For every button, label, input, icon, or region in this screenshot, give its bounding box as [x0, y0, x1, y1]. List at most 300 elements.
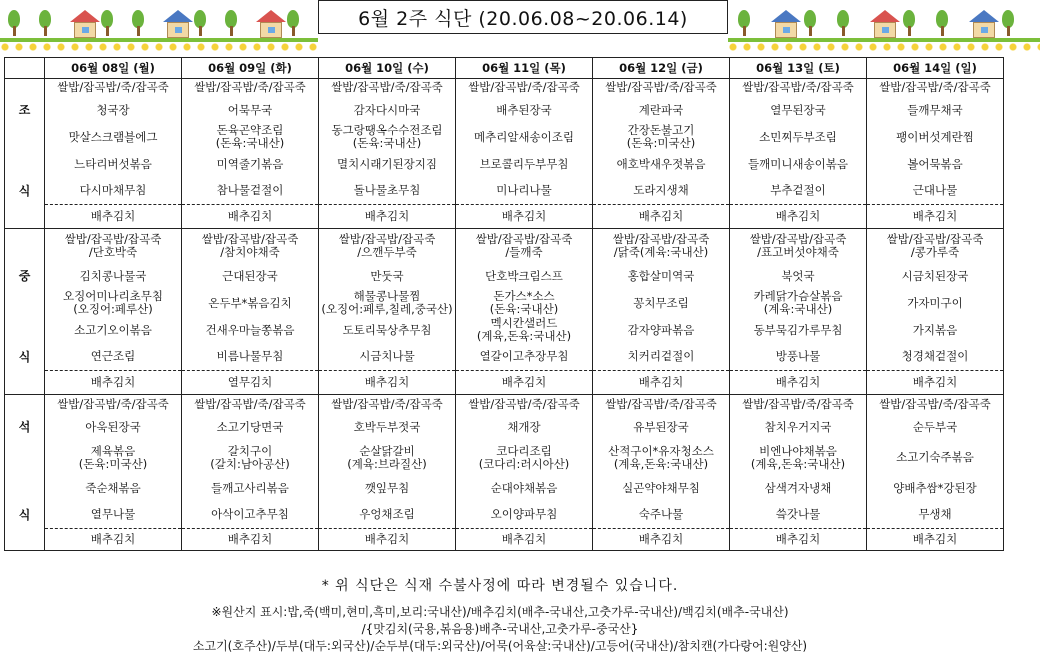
menu-item: 카레닭가슴살볶음 (계육:국내산) — [753, 289, 843, 316]
menu-cell — [730, 290, 867, 317]
menu-item: 멕시칸샐러드 (계육,돈육:국내산) — [476, 316, 572, 343]
menu-cell — [182, 97, 319, 124]
menu-cell — [867, 205, 1004, 229]
tree-icon — [101, 10, 113, 36]
menu-item: 배추된장국 — [496, 102, 552, 117]
menu-item: 배추김치 — [912, 375, 958, 389]
menu-item: 시금치나물 — [359, 349, 415, 364]
menu-cell — [182, 502, 319, 529]
meal-label: 석 — [5, 414, 45, 441]
menu-cell — [45, 151, 182, 178]
menu-item: 배추김치 — [364, 209, 410, 223]
origin-note-1: ※원산지 표시:밥,죽(백미,현미,흑미,보리:국내산)/배추김치(배추-국내산,고춧가루-국내산)/백김치(배추-국내산) — [211, 605, 789, 619]
menu-item: 맛살스크램블에그 — [68, 129, 158, 144]
menu-row — [5, 441, 1004, 475]
menu-item: 계란파국 — [638, 102, 684, 117]
day-header: 06월 10일 (수) — [319, 58, 456, 79]
menu-item: 배추김치 — [638, 375, 684, 389]
menu-row — [5, 395, 1004, 414]
menu-cell — [593, 529, 730, 551]
menu-item: 부추겉절이 — [770, 183, 826, 198]
menu-cell — [730, 229, 867, 263]
menu-item: 무생채 — [918, 507, 952, 522]
menu-item: 비엔나야채볶음 (계육,돈육:국내산) — [750, 443, 846, 471]
house-icon — [70, 10, 100, 38]
menu-cell — [867, 290, 1004, 317]
menu-cell — [730, 263, 867, 290]
menu-cell — [319, 263, 456, 290]
menu-cell — [456, 395, 593, 414]
menu-item: 쌀밥/잡곡밥/죽/잡곡죽 — [57, 80, 169, 95]
menu-cell — [593, 475, 730, 502]
menu-item: 돈가스*소스 (돈육:국내산) — [489, 289, 559, 316]
menu-cell — [593, 371, 730, 395]
house-icon — [870, 10, 900, 38]
menu-item: 우엉채조림 — [359, 507, 415, 522]
page-title: 6월 2주 식단 (20.06.08~20.06.14) — [318, 0, 728, 34]
menu-cell — [867, 502, 1004, 529]
menu-item: 배추김치 — [501, 532, 547, 546]
menu-item: 쌀밥/잡곡밥/죽/잡곡죽 — [194, 80, 306, 95]
menu-item: 채개장 — [507, 419, 541, 434]
menu-cell — [593, 414, 730, 441]
menu-item: 쌀밥/잡곡밥/죽/잡곡죽 — [742, 80, 854, 95]
menu-item: 가자미구이 — [907, 295, 963, 310]
day-header-row — [5, 58, 1004, 79]
menu-cell — [45, 414, 182, 441]
menu-item: 참나물겉절이 — [216, 183, 284, 198]
menu-cell — [730, 441, 867, 475]
menu-cell — [182, 124, 319, 151]
menu-item: 온두부*볶음김치 — [208, 295, 292, 310]
menu-item: 산적구이*유자청소스 (계육,돈육:국내산) — [608, 443, 714, 471]
tree-icon — [804, 10, 816, 36]
menu-item: 어묵무국 — [227, 102, 273, 117]
menu-item: 양배추쌈*강된장 — [893, 480, 977, 495]
tree-icon — [1002, 10, 1014, 36]
menu-item: 아욱된장국 — [85, 419, 141, 434]
menu-item: 쌀밥/잡곡밥/죽/잡곡죽 — [742, 396, 854, 411]
tree-icon — [8, 10, 20, 36]
menu-item: 북엇국 — [781, 268, 815, 283]
menu-item: 제육볶음 (돈육:미국산) — [78, 443, 148, 471]
menu-item: 청국장 — [96, 102, 130, 117]
menu-item: 열갈이고추장무침 — [479, 349, 569, 364]
menu-item: 들깨미니새송이볶음 — [748, 156, 848, 171]
meal-label-spacer — [5, 290, 45, 317]
menu-cell — [319, 395, 456, 414]
menu-row — [5, 317, 1004, 344]
menu-cell — [319, 205, 456, 229]
menu-cell — [319, 151, 456, 178]
day-header: 06월 08일 (월) — [45, 58, 182, 79]
menu-cell — [593, 317, 730, 344]
meal-label: 중 — [5, 263, 45, 290]
menu-cell — [182, 414, 319, 441]
menu-cell — [867, 475, 1004, 502]
meal-label-spacer — [5, 441, 45, 475]
menu-cell — [45, 124, 182, 151]
house-icon — [256, 10, 286, 38]
menu-item: 해물콩나물찜 (오징어:페루,칠레,중국산) — [321, 289, 453, 316]
menu-item: 호박두부젓국 — [353, 419, 421, 434]
menu-cell — [45, 263, 182, 290]
house-icon — [969, 10, 999, 38]
menu-item: 순살닭갈비 (계육:브라질산) — [347, 443, 427, 471]
menu-cell — [319, 414, 456, 441]
menu-cell — [730, 502, 867, 529]
menu-cell — [319, 97, 456, 124]
menu-item: 배추김치 — [775, 375, 821, 389]
menu-row — [5, 414, 1004, 441]
menu-item: 배추김치 — [912, 532, 958, 546]
meal-label-spacer — [5, 124, 45, 151]
menu-cell — [730, 124, 867, 151]
header-decoration-right — [728, 0, 1040, 52]
menu-cell — [456, 475, 593, 502]
menu-cell — [456, 371, 593, 395]
weekly-menu-table — [4, 57, 1004, 551]
menu-item: 메추리알새송이조림 — [474, 129, 574, 144]
menu-item: 홍합살미역국 — [627, 268, 695, 283]
menu-cell — [867, 263, 1004, 290]
menu-item: 쌀밥/잡곡밥/죽/잡곡죽 — [468, 396, 580, 411]
menu-item: 연근조림 — [90, 349, 136, 364]
menu-cell — [45, 97, 182, 124]
meal-label-spacer — [5, 317, 45, 344]
menu-cell — [45, 344, 182, 371]
menu-item: 김치콩나물국 — [79, 268, 147, 283]
menu-item: 쌀밥/잡곡밥/잡곡죽 /콩가루죽 — [886, 231, 984, 259]
menu-item: 배추김치 — [90, 209, 136, 223]
menu-item: 참치우거지국 — [764, 419, 832, 434]
menu-item: 느타리버섯볶음 — [74, 156, 152, 171]
menu-item: 미역줄기볶음 — [216, 156, 284, 171]
menu-cell — [593, 290, 730, 317]
day-header: 06월 11일 (목) — [456, 58, 593, 79]
menu-cell — [456, 344, 593, 371]
menu-cell — [730, 317, 867, 344]
menu-item: 쌀밥/잡곡밥/잡곡죽 /단호박죽 — [64, 231, 162, 259]
menu-cell — [593, 205, 730, 229]
tree-icon — [936, 10, 948, 36]
menu-cell — [867, 529, 1004, 551]
menu-cell — [730, 79, 867, 97]
menu-item: 쌀밥/잡곡밥/죽/잡곡죽 — [468, 80, 580, 95]
menu-row — [5, 178, 1004, 205]
flower-border — [728, 42, 1040, 52]
menu-cell — [182, 317, 319, 344]
menu-item: 만둣국 — [370, 268, 404, 283]
menu-cell — [182, 371, 319, 395]
menu-cell — [456, 317, 593, 344]
day-header: 06월 13일 (토) — [730, 58, 867, 79]
menu-item: 쌀밥/잡곡밥/잡곡죽 /표고버섯야채죽 — [749, 231, 847, 259]
menu-cell — [45, 441, 182, 475]
menu-cell — [867, 414, 1004, 441]
menu-cell — [730, 475, 867, 502]
menu-cell — [45, 475, 182, 502]
menu-cell — [182, 263, 319, 290]
menu-item: 쌀밥/잡곡밥/죽/잡곡죽 — [605, 80, 717, 95]
menu-cell — [593, 263, 730, 290]
menu-cell — [319, 529, 456, 551]
menu-item: 삼색겨자냉채 — [764, 480, 832, 495]
menu-cell — [319, 344, 456, 371]
menu-item: 멸치시래기된장지짐 — [337, 156, 437, 171]
menu-item: 비름나물무침 — [216, 349, 284, 364]
menu-cell — [319, 290, 456, 317]
menu-item: 배추김치 — [775, 209, 821, 223]
menu-item: 코다리조림 (코다리:러시아산) — [478, 443, 570, 471]
menu-item: 동그랑땡옥수수전조림 (돈육:국내산) — [331, 123, 443, 150]
menu-item: 쌀밥/잡곡밥/죽/잡곡죽 — [331, 396, 443, 411]
menu-cell — [593, 124, 730, 151]
menu-cell — [456, 124, 593, 151]
house-icon — [163, 10, 193, 38]
menu-cell — [593, 344, 730, 371]
menu-cell — [730, 151, 867, 178]
tree-icon — [287, 10, 299, 36]
tree-icon — [132, 10, 144, 36]
menu-cell — [45, 371, 182, 395]
menu-item: 배추김치 — [501, 375, 547, 389]
menu-cell — [867, 371, 1004, 395]
meal-label-spacer — [5, 529, 45, 551]
menu-item: 소고기숙주볶음 — [896, 450, 974, 464]
menu-item: 배추김치 — [227, 532, 273, 546]
meal-label: 식 — [5, 178, 45, 205]
menu-cell — [730, 178, 867, 205]
menu-item: 간장돈불고기 (돈육:미국산) — [626, 123, 696, 150]
menu-item: 들깨고사리볶음 — [211, 480, 289, 495]
flower-border — [0, 42, 318, 52]
menu-cell — [730, 371, 867, 395]
menu-cell — [593, 395, 730, 414]
menu-item: 갈치구이 (갈치:남아공산) — [210, 443, 290, 471]
menu-row — [5, 475, 1004, 502]
menu-item: 오이양파무침 — [490, 507, 558, 522]
menu-item: 순두부국 — [912, 419, 958, 434]
menu-cell — [319, 441, 456, 475]
menu-cell — [867, 178, 1004, 205]
menu-item: 배추김치 — [364, 532, 410, 546]
menu-cell — [867, 344, 1004, 371]
menu-cell — [182, 178, 319, 205]
menu-item: 배추김치 — [912, 209, 958, 223]
menu-item: 가지볶음 — [912, 322, 958, 337]
menu-row — [5, 371, 1004, 395]
menu-item: 팽이버섯계란찜 — [896, 129, 974, 144]
menu-item: 배추김치 — [638, 209, 684, 223]
menu-cell — [730, 97, 867, 124]
menu-item: 도라지생채 — [633, 183, 689, 198]
menu-item: 청경채겉절이 — [901, 349, 969, 364]
menu-cell — [593, 441, 730, 475]
menu-item: 애호박새우젓볶음 — [616, 156, 706, 171]
menu-cell — [45, 178, 182, 205]
menu-item: 쌀밥/잡곡밥/죽/잡곡죽 — [57, 396, 169, 411]
tree-icon — [39, 10, 51, 36]
menu-item: 열무김치 — [227, 375, 273, 389]
menu-item: 쌀밥/잡곡밥/죽/잡곡죽 — [605, 396, 717, 411]
menu-item: 깻잎무침 — [364, 480, 410, 495]
menu-item: 건새우마늘쫑볶음 — [205, 322, 295, 337]
menu-item: 배추김치 — [90, 375, 136, 389]
menu-item: 치커리겉절이 — [627, 349, 695, 364]
menu-cell — [867, 97, 1004, 124]
meal-label: 조 — [5, 97, 45, 124]
tree-icon — [837, 10, 849, 36]
menu-cell — [319, 502, 456, 529]
menu-item: 소민찌두부조림 — [759, 129, 837, 144]
menu-cell — [867, 395, 1004, 414]
menu-item: 배추김치 — [90, 532, 136, 546]
menu-cell — [319, 317, 456, 344]
menu-cell — [456, 229, 593, 263]
meal-label-spacer — [5, 151, 45, 178]
meal-label: 식 — [5, 502, 45, 529]
menu-cell — [456, 290, 593, 317]
tree-icon — [903, 10, 915, 36]
menu-cell — [456, 151, 593, 178]
menu-item: 시금치된장국 — [901, 268, 969, 283]
menu-item: 쌀밥/잡곡밥/죽/잡곡죽 — [879, 80, 991, 95]
menu-item: 돌나물초무침 — [353, 183, 421, 198]
menu-row — [5, 502, 1004, 529]
menu-cell — [867, 151, 1004, 178]
menu-item: 미나리나물 — [496, 183, 552, 198]
menu-cell — [456, 205, 593, 229]
menu-item: 쌀밥/잡곡밥/잡곡죽 /들깨죽 — [475, 231, 573, 259]
menu-cell — [867, 79, 1004, 97]
menu-cell — [730, 529, 867, 551]
menu-item: 배추김치 — [364, 375, 410, 389]
meal-label-spacer — [5, 79, 45, 97]
menu-item: 배추김치 — [638, 532, 684, 546]
menu-item: 브로콜리두부무침 — [479, 156, 569, 171]
meal-label-spacer — [5, 205, 45, 229]
menu-cell — [456, 502, 593, 529]
menu-row — [5, 263, 1004, 290]
tree-icon — [225, 10, 237, 36]
menu-item: 실곤약야채무침 — [622, 480, 700, 495]
menu-item: 돈육곤약조림 (돈육:국내산) — [215, 123, 285, 150]
menu-cell — [182, 395, 319, 414]
menu-cell — [319, 475, 456, 502]
menu-item: 근대나물 — [912, 183, 958, 198]
menu-row — [5, 151, 1004, 178]
menu-item: 다시마채무침 — [79, 183, 147, 198]
menu-item: 쌀밥/잡곡밥/잡곡죽 /으깬두부죽 — [338, 231, 436, 259]
menu-cell — [182, 441, 319, 475]
menu-cell — [319, 229, 456, 263]
menu-cell — [867, 441, 1004, 475]
menu-cell — [593, 151, 730, 178]
menu-item: 오징어미나리초무침 (오징어:페루산) — [63, 289, 163, 316]
menu-cell — [45, 229, 182, 263]
menu-row — [5, 529, 1004, 551]
menu-cell — [867, 229, 1004, 263]
menu-cell — [182, 475, 319, 502]
menu-cell — [456, 79, 593, 97]
tree-icon — [738, 10, 750, 36]
origin-note-3: 소고기(호주산)/두부(대두:외국산)/순두부(대두:외국산)/어묵(어육살:국내산)/고등어(국내산)/참치캔(가다랑어:원양산) — [192, 639, 808, 653]
house-icon — [771, 10, 801, 38]
menu-item: 동부묵김가루무침 — [753, 322, 843, 337]
tree-icon — [194, 10, 206, 36]
menu-item: 들깨무채국 — [907, 102, 963, 117]
menu-item: 소고기오이볶음 — [74, 322, 152, 337]
menu-cell — [456, 414, 593, 441]
menu-cell — [456, 263, 593, 290]
menu-cell — [867, 317, 1004, 344]
menu-cell — [456, 441, 593, 475]
menu-item: 숙주나물 — [638, 507, 684, 522]
menu-row — [5, 205, 1004, 229]
menu-cell — [456, 178, 593, 205]
menu-cell — [319, 178, 456, 205]
menu-cell — [182, 79, 319, 97]
menu-cell — [319, 371, 456, 395]
menu-item: 죽순채볶음 — [85, 480, 141, 495]
menu-item: 쌀밥/잡곡밥/죽/잡곡죽 — [331, 80, 443, 95]
menu-cell — [730, 395, 867, 414]
day-header: 06월 12일 (금) — [593, 58, 730, 79]
menu-cell — [45, 395, 182, 414]
menu-row — [5, 97, 1004, 124]
menu-cell — [730, 414, 867, 441]
menu-cell — [45, 79, 182, 97]
menu-cell — [182, 229, 319, 263]
menu-item: 쌀밥/잡곡밥/잡곡죽 /참치야채죽 — [201, 231, 299, 259]
menu-row — [5, 124, 1004, 151]
menu-change-notice: * 위 식단은 식재 수불사정에 따라 변경될수 있습니다. — [321, 578, 679, 594]
menu-item: 유부된장국 — [633, 419, 689, 434]
menu-cell — [319, 79, 456, 97]
day-header: 06월 09일 (화) — [182, 58, 319, 79]
meal-label-spacer — [5, 395, 45, 414]
menu-item: 열무된장국 — [770, 102, 826, 117]
menu-item: 배추김치 — [227, 209, 273, 223]
menu-item: 순대야채볶음 — [490, 480, 558, 495]
menu-cell — [45, 502, 182, 529]
menu-cell — [593, 502, 730, 529]
menu-item: 소고기당면국 — [216, 419, 284, 434]
menu-item: 배추김치 — [775, 532, 821, 546]
menu-item: 단호박크림스프 — [485, 268, 563, 283]
origin-note-2: /{맛김치(국용,볶음용)배추-국내산,고춧가루-중국산} — [361, 622, 639, 636]
menu-cell — [593, 79, 730, 97]
menu-item: 열무나물 — [90, 507, 136, 522]
menu-cell — [182, 344, 319, 371]
menu-row — [5, 229, 1004, 263]
meal-label-spacer — [5, 229, 45, 263]
day-header: 06월 14일 (일) — [867, 58, 1004, 79]
menu-item: 아삭이고추무침 — [211, 507, 289, 522]
menu-cell — [730, 344, 867, 371]
menu-cell — [182, 529, 319, 551]
menu-item: 근대된장국 — [222, 268, 278, 283]
menu-row — [5, 344, 1004, 371]
menu-item: 감자다시마국 — [353, 102, 421, 117]
menu-cell — [730, 205, 867, 229]
menu-cell — [593, 178, 730, 205]
header-decoration-left — [0, 0, 318, 52]
menu-cell — [456, 97, 593, 124]
menu-item: 쌀밥/잡곡밥/죽/잡곡죽 — [879, 396, 991, 411]
menu-item: 볼어묵볶음 — [907, 156, 963, 171]
